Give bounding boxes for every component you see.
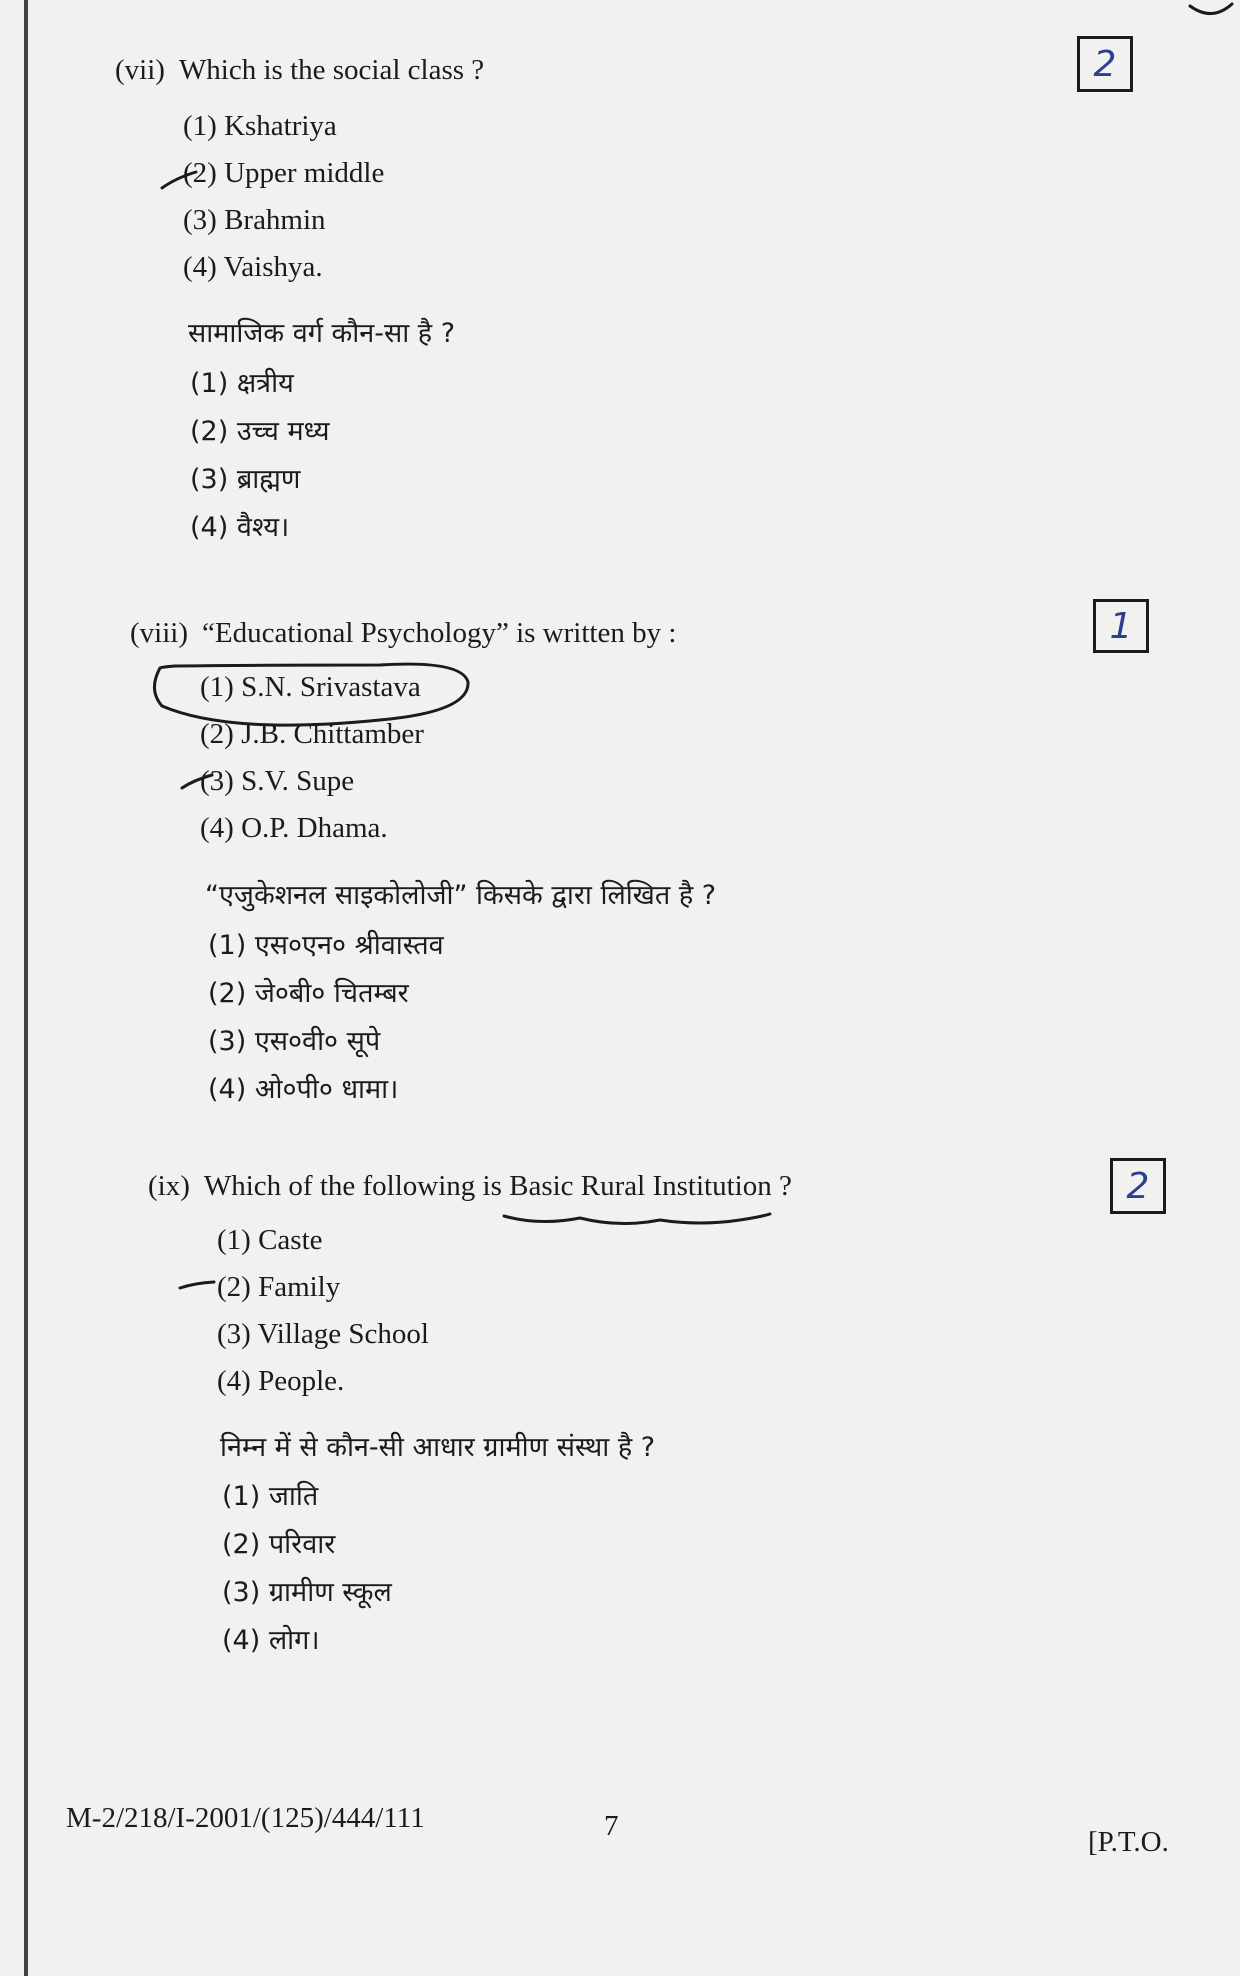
pto-label: [P.T.O. <box>1088 1826 1169 1858</box>
question-viii-heading <box>130 615 676 651</box>
option: (4) Vaishya. <box>183 251 323 283</box>
question-number: (viii) <box>130 617 188 649</box>
question-vii-heading <box>115 52 484 88</box>
option-hi: (2) जे०बी० चितम्बर <box>208 978 409 1009</box>
corner-mark <box>1190 4 1232 14</box>
option: (1) S.N. Srivastava <box>200 671 421 703</box>
question-number: (vii) <box>115 54 165 86</box>
option-hi: (4) ओ०पी० धामा। <box>208 1074 399 1105</box>
option: (2) Family <box>217 1271 341 1303</box>
option-hi: (4) वैश्य। <box>190 512 290 543</box>
handwritten-score: 1 <box>1109 605 1133 647</box>
question-viii-options-en <box>200 664 424 852</box>
underline-squiggle <box>504 1214 770 1224</box>
question-viii-text-hi: “एजुकेशनल साइकोलोजी” किसके द्वारा लिखित है ? <box>205 880 717 911</box>
option: (3) Brahmin <box>183 204 326 236</box>
option: (1) Caste <box>217 1224 323 1256</box>
question-number: (ix) <box>148 1170 190 1202</box>
handwritten-score: 2 <box>1093 43 1117 85</box>
option-hi: (3) ग्रामीण स्कूल <box>222 1577 392 1608</box>
binding-edge <box>24 0 28 1976</box>
option: (4) O.P. Dhama. <box>200 812 388 844</box>
question-vii-options-hi <box>190 360 330 552</box>
option-hi: (1) क्षत्रीय <box>190 368 294 399</box>
paper-code: M-2/218/I-2001/(125)/444/111 <box>66 1802 425 1834</box>
option-hi: (4) लोग। <box>222 1625 320 1656</box>
question-text-en: Which is the social class ? <box>178 54 485 86</box>
question-vii-text-hi: सामाजिक वर्ग कौन-सा है ? <box>188 318 456 349</box>
question-text-en: Which of the following is Basic Rural Institution ? <box>203 1170 792 1202</box>
option-hi: (1) जाति <box>222 1481 319 1512</box>
question-vii-options-en <box>183 103 384 291</box>
option-hi: (2) परिवार <box>222 1529 336 1560</box>
question-ix-options-hi <box>222 1473 392 1665</box>
question-ix-text-hi: निम्न में से कौन-सी आधार ग्रामीण संस्था है ? <box>220 1432 656 1463</box>
page-number: 7 <box>604 1810 619 1842</box>
option-hi: (3) एस०वी० सूपे <box>208 1026 381 1057</box>
option: (3) S.V. Supe <box>200 765 355 797</box>
question-text-en: “Educational Psychology” is written by : <box>202 617 677 649</box>
question-ix-heading <box>148 1168 792 1204</box>
question-ix-options-en <box>217 1217 429 1405</box>
option: (2) Upper middle <box>183 157 385 189</box>
option: (2) J.B. Chittamber <box>200 718 424 750</box>
option-hi: (2) उच्च मध्य <box>190 416 330 447</box>
handwritten-score: 2 <box>1126 1165 1150 1207</box>
option-hi: (3) ब्राह्मण <box>190 464 301 495</box>
option: (3) Village School <box>217 1318 429 1350</box>
question-viii-options-hi <box>208 922 444 1114</box>
option-hi: (1) एस०एन० श्रीवास्तव <box>208 930 444 961</box>
score-box <box>1093 599 1149 653</box>
score-box <box>1110 1158 1166 1214</box>
score-box <box>1077 36 1133 92</box>
option: (1) Kshatriya <box>183 110 337 142</box>
option: (4) People. <box>217 1365 345 1397</box>
tick-mark <box>180 1282 214 1288</box>
